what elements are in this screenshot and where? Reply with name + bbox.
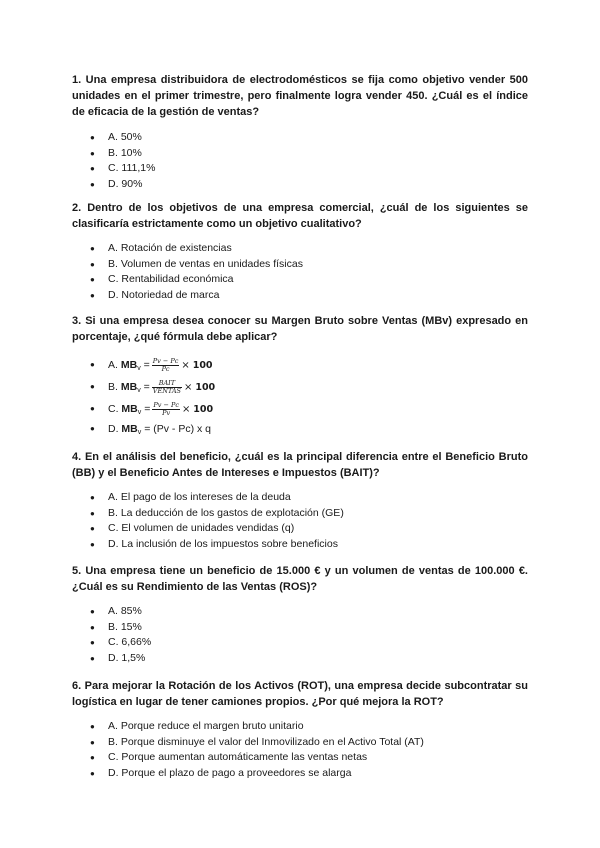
question-5 <box>72 563 528 666</box>
options-list <box>72 354 528 438</box>
option-a: ● A. El pago de los intereses de la deuda <box>72 490 528 506</box>
formula-equals: = <box>143 359 150 371</box>
formula-factor: 100 <box>192 360 213 371</box>
formula-subscript: v <box>137 365 141 372</box>
option-c: ● C. Rentabilidad económica <box>72 272 528 288</box>
question-text: 2. Dentro de los objetivos de una empresa comercial, ¿cuál de los siguientes se clasificaría estrictamente como un objetivo cualitativo? <box>72 202 528 230</box>
options-list <box>72 130 528 192</box>
question-1 <box>72 72 528 192</box>
fraction-numerator: BAIT <box>152 380 182 388</box>
formula-times: × <box>181 360 190 371</box>
option-d: ● D. La inclusión de los impuestos sobre beneficios <box>72 537 528 553</box>
formula-fraction <box>152 358 180 373</box>
question-text: 1. Una empresa distribuidora de electrodomésticos se fija como objetivo vender 500 unidades en el primer trimestre, pero finalmente logra vender 450. ¿Cuál es el índice de eficacia de la gestión de ventas? <box>72 74 528 118</box>
option-b: ● B. La deducción de los gastos de explotación (GE) <box>72 506 528 522</box>
option-c: ● C. 6,66% <box>72 635 528 651</box>
fraction-numerator: Pv − Pc <box>153 400 179 409</box>
formula-expression: (Pv - Pc) x q <box>153 423 212 435</box>
option-c <box>72 398 528 420</box>
formula-subscript: v <box>137 429 142 436</box>
options-list <box>72 604 528 666</box>
option-c: ● C. Porque aumentan automáticamente las ventas netas <box>72 750 528 766</box>
question-4 <box>72 449 528 552</box>
option-d: ● D. 90% <box>72 177 528 193</box>
fraction-denominator: VENTAS <box>152 386 182 395</box>
formula-times: × <box>184 382 193 393</box>
formula-factor: 100 <box>195 382 216 393</box>
question-2 <box>72 200 528 303</box>
option-letter: D. <box>108 423 119 435</box>
option-letter: A. <box>108 359 118 371</box>
option-a: ● A. 85% <box>72 604 528 620</box>
formula-fraction <box>152 380 182 395</box>
fraction-denominator: Pc <box>161 364 170 373</box>
option-a: ● A. Porque reduce el margen bruto unitario <box>72 719 528 735</box>
option-d <box>72 420 528 438</box>
formula-equals: = <box>144 403 151 415</box>
question-text: 4. En el análisis del beneficio, ¿cuál es la principal diferencia entre el Beneficio Bruto (BB) y el Beneficio Antes de Intereses e Impuestos (BAIT)? <box>72 451 528 479</box>
option-b: ● B. Volumen de ventas en unidades físicas <box>72 257 528 273</box>
option-a: ● A. 50% <box>72 130 528 146</box>
question-6 <box>72 678 528 781</box>
formula-equals: = <box>143 381 150 393</box>
question-text: 5. Una empresa tiene un beneficio de 15.000 € y un volumen de ventas de 100.000 €. ¿Cuál es su Rendimiento de las Ventas (ROS)? <box>72 565 528 593</box>
formula-factor: 100 <box>193 404 214 415</box>
formula-mb: MB <box>121 423 138 435</box>
formula-equals: = <box>144 423 151 435</box>
option-a <box>72 354 528 376</box>
fraction-denominator: Pv <box>162 408 171 417</box>
formula-mb: MB <box>121 403 138 415</box>
formula-mb: MB <box>120 381 138 393</box>
option-letter: B. <box>108 381 118 393</box>
formula-fraction <box>152 402 180 417</box>
options-list <box>72 490 528 552</box>
option-c: ● C. 111,1% <box>72 161 528 177</box>
question-text: 3. Si una empresa desea conocer su Margen Bruto sobre Ventas (MBv) expresado en porcentaje, ¿qué fórmula debe aplicar? <box>72 315 528 343</box>
formula-subscript: v <box>137 409 142 416</box>
formula-times: × <box>181 404 191 415</box>
formula-subscript: v <box>137 387 141 394</box>
options-list <box>72 719 528 781</box>
question-text: 6. Para mejorar la Rotación de los Activos (ROT), una empresa decide subcontratar su logística en lugar de tener camiones propios. ¿Por qué mejora la ROT? <box>72 680 528 708</box>
option-d: ● D. Notoriedad de marca <box>72 288 528 304</box>
option-b: ● B. 10% <box>72 146 528 162</box>
option-letter: C. <box>108 403 119 415</box>
question-3 <box>72 313 528 438</box>
option-b: ● B. Porque disminuye el valor del Inmovilizado en el Activo Total (AT) <box>72 735 528 751</box>
option-d: ● D. 1,5% <box>72 651 528 667</box>
options-list <box>72 241 528 303</box>
option-b: ● B. 15% <box>72 620 528 636</box>
fraction-numerator: Pv − Pc <box>152 356 179 365</box>
option-b <box>72 376 528 398</box>
formula-mb: MB <box>120 359 138 371</box>
option-c: ● C. El volumen de unidades vendidas (q) <box>72 521 528 537</box>
option-a: ● A. Rotación de existencias <box>72 241 528 257</box>
option-d: ● D. Porque el plazo de pago a proveedores se alarga <box>72 766 528 782</box>
